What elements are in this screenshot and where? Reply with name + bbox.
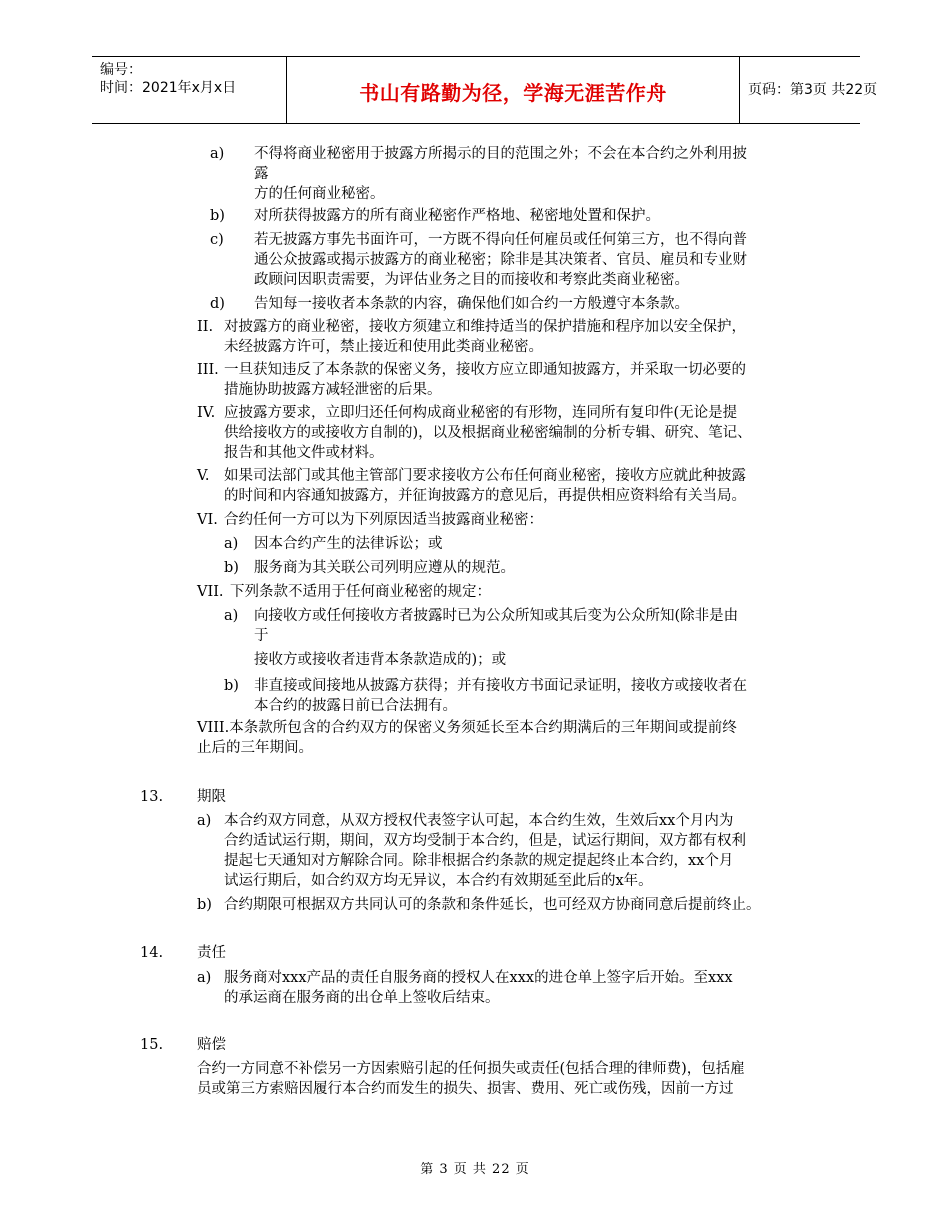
page-code: 页码：第3页 共22页 (748, 82, 878, 98)
paragraph-line: 露 (254, 166, 269, 182)
paragraph-line: 服务商为其关联公司列明应遵从的规范。 (254, 560, 515, 576)
paragraph-line: 提起七天通知对方解除合同。除非根据合约条款的规定提起终止本合约，xx个月 (224, 853, 734, 869)
paragraph-line: 合约适试运行期，期间，双方均受制于本合约，但是，试运行期间，双方都有权利 (224, 833, 746, 849)
paragraph-line: 向接收方或任何接收方者披露时已为公众所知或其后变为公众所知(除非是由 (254, 608, 739, 624)
document-number-label: 编号： (100, 62, 142, 78)
list-marker: c) (210, 232, 224, 248)
paragraph-line: 方的任何商业秘密。 (254, 186, 385, 202)
motto: 书山有路勤为径，学海无涯苦作舟 (359, 81, 667, 105)
list-marker: b) (224, 678, 239, 694)
paragraph-line: VIII.本条款所包含的合约双方的保密义务须延长至本合约期满后的三年期间或提前终 (197, 720, 737, 736)
paragraph-line: 对所获得披露方的所有商业秘密作严格地、秘密地处置和保护。 (254, 208, 660, 224)
list-marker: b) (210, 208, 225, 224)
section-title: 责任 (197, 945, 226, 961)
paragraph-line: 合约任何一方可以为下列原因适当披露商业秘密： (224, 512, 543, 528)
paragraph-line: 通公众披露或揭示披露方的商业秘密；除非是其决策者、官员、雇员和专业财 (254, 252, 747, 268)
paragraph-line: 如果司法部门或其他主管部门要求接收方公布任何商业秘密，接收方应就此种披露 (224, 468, 746, 484)
paragraph-line: 若无披露方事先书面许可，一方既不得向任何雇员或任何第三方，也不得向普 (254, 232, 747, 248)
section-number: 13. (140, 789, 164, 805)
list-marker: a) (197, 970, 212, 986)
paragraph-line: 下列条款不适用于任何商业秘密的规定： (230, 584, 491, 600)
section-title: 期限 (197, 789, 226, 805)
list-marker: b) (224, 560, 239, 576)
document-date: 时间：2021年x月x日 (100, 80, 237, 96)
list-marker: b) (197, 897, 212, 913)
paragraph-line: 合约期限可根据双方共同认可的条款和条件延长，也可经双方协商同意后提前终止。 (224, 897, 761, 913)
roman-marker: IV. (197, 405, 216, 421)
roman-marker: VI. (197, 512, 218, 528)
paragraph-line: 服务商对xxx产品的责任自服务商的授权人在xxx的进仓单上签字后开始。至xxx (224, 970, 733, 986)
paragraph-line: 员或第三方索赔因履行本合约而发生的损失、损害、费用、死亡或伤残，因前一方过 (197, 1081, 734, 1097)
paragraph-line: 告知每一接收者本条款的内容，确保他们如合约一方般遵守本条款。 (254, 296, 689, 312)
page-footer: 第 3 页 共 22 页 (420, 1162, 530, 1177)
paragraph-line: 本合约双方同意，从双方授权代表签字认可起，本合约生效，生效后xx个月内为 (224, 813, 734, 829)
roman-marker: V. (197, 468, 210, 484)
list-marker: a) (224, 536, 239, 552)
list-marker: a) (224, 608, 239, 624)
paragraph-line: 合约一方同意不补偿另一方因索赔引起的任何损失或责任(包括合理的律师费)，包括雇 (197, 1061, 745, 1077)
paragraph-line: 因本合约产生的法律诉讼；或 (254, 536, 443, 552)
paragraph-line: 的承运商在服务商的出仓单上签收后结束。 (224, 990, 500, 1006)
paragraph-line: 供给接收方的或接收方自制的)，以及根据商业秘密编制的分析专辑、研究、笔记、 (224, 425, 752, 441)
section-title: 赔偿 (197, 1037, 226, 1053)
paragraph-line: 非直接或间接地从披露方获得；并有接收方书面记录证明，接收方或接收者在 (254, 678, 747, 694)
header-info (92, 57, 286, 123)
paragraph-line: 政顾问因职责需要，为评估业务之目的而接收和考察此类商业秘密。 (254, 272, 689, 288)
paragraph-line: 对披露方的商业秘密，接收方须建立和维持适当的保护措施和程序加以安全保护， (224, 319, 746, 335)
roman-marker: VII. (197, 584, 224, 600)
paragraph-line: 本合约的披露日前已合法拥有。 (254, 698, 457, 714)
paragraph-line: 于 (254, 628, 269, 644)
section-number: 15. (140, 1037, 164, 1053)
paragraph-line: 止后的三年期间。 (197, 740, 313, 756)
list-marker: a) (197, 813, 212, 829)
list-marker: d) (210, 296, 225, 312)
section-number: 14. (140, 945, 164, 961)
paragraph-line: 应披露方要求，立即归还任何构成商业秘密的有形物，连同所有复印件(无论是提 (224, 405, 738, 421)
paragraph-line: 不得将商业秘密用于披露方所揭示的目的范围之外；不会在本合约之外利用披 (254, 146, 747, 162)
paragraph-line: 报告和其他文件或材料。 (224, 445, 384, 461)
paragraph-line: 措施协助披露方减轻泄密的后果。 (224, 382, 442, 398)
roman-marker: III. (197, 362, 219, 378)
header-motto-cell (286, 57, 740, 123)
paragraph-line: 未经披露方许可，禁止接近和使用此类商业秘密。 (224, 339, 543, 355)
list-marker: a) (210, 146, 225, 162)
paragraph-line: 一旦获知违反了本条款的保密义务，接收方应立即通知披露方，并采取一切必要的 (224, 362, 746, 378)
page-header (92, 56, 878, 124)
roman-marker: II. (197, 319, 214, 335)
paragraph-line: 的时间和内容通知披露方，并征询披露方的意见后，再提供相应资料给有关当局。 (224, 488, 746, 504)
paragraph-line: 试运行期后，如合约双方均无异议，本合约有效期延至此后的x年。 (224, 873, 653, 889)
paragraph-line: 接收方或接收者违背本条款造成的)；或 (254, 652, 507, 668)
